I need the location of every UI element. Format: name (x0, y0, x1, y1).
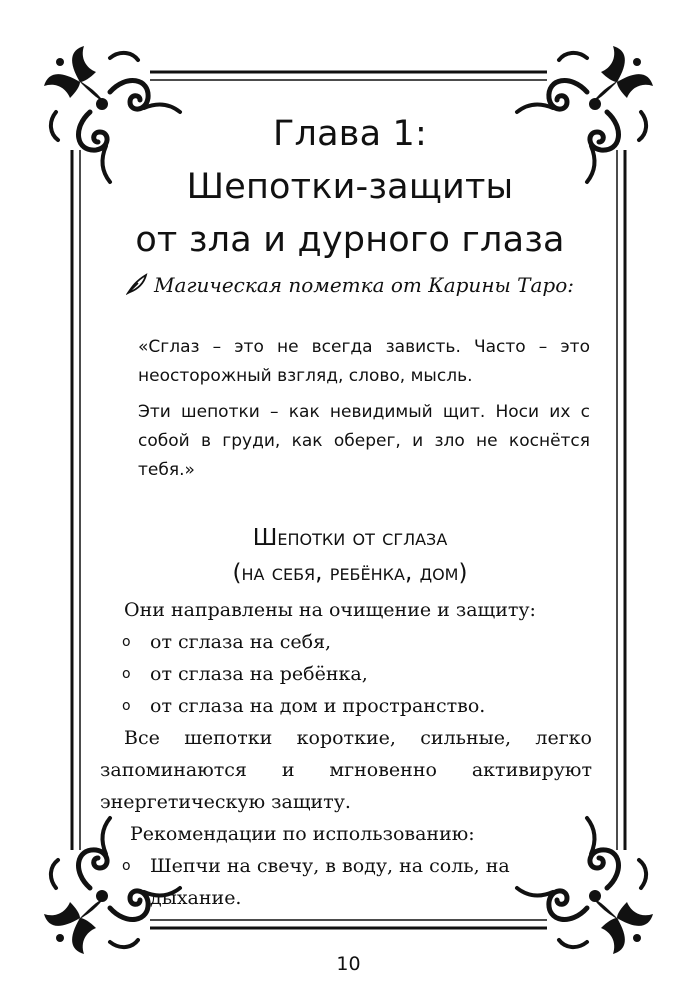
list-item-text: от сглаза на дом и пространство. (150, 695, 486, 717)
quill-icon (126, 273, 148, 295)
list-item (100, 690, 592, 722)
list-item (100, 850, 592, 914)
quote-paragraph: «Сглаз – это не всегда зависть. Часто – это неосторожный взгляд, слово, мысль. (138, 337, 590, 386)
section-body (100, 594, 592, 914)
recommend-list (100, 850, 592, 914)
intro-text: Они направлены на очищение и защиту: (124, 599, 536, 621)
body-paragraph: Все шепотки короткие, сильные, легко запоминаются и мгновенно активируют энергетическую защиту. (100, 727, 592, 813)
quote-paragraph: Эти шепотки – как невидимый щит. Носи их с собой в груди, как оберег, и зло не коснётся тебя.» (138, 402, 590, 480)
bullet-icon: o (122, 666, 131, 682)
quote-block (138, 333, 590, 492)
list-item-text: Шепчи на свечу, в воду, на соль, на дыхание. (150, 855, 510, 909)
list-item-text: от сглаза на ребёнка, (150, 663, 368, 685)
bullet-icon: o (122, 698, 131, 714)
chapter-title-line: от зла и дурного глаза (135, 220, 565, 260)
section-title-line: (на себя, ребёнка, дом) (232, 560, 468, 586)
page-number: 10 (336, 953, 361, 975)
magic-note (100, 270, 600, 300)
chapter-title-line: Глава 1: (272, 114, 428, 154)
magic-note-text: Магическая пометка от Карины Таро: (154, 273, 574, 297)
recommend-heading: Рекомендации по использованию: (130, 823, 475, 845)
chapter-title (100, 108, 600, 267)
page-content (100, 100, 600, 910)
bullet-icon: o (122, 858, 131, 874)
section-title (100, 521, 600, 591)
bullet-icon: o (122, 634, 131, 650)
section-title-line: Шепотки от сглаза (252, 525, 448, 551)
chapter-title-line: Шепотки-защиты (186, 167, 514, 207)
list-item (100, 658, 592, 690)
protection-list (100, 626, 592, 722)
list-item-text: от сглаза на себя, (150, 631, 332, 653)
list-item (100, 626, 592, 658)
